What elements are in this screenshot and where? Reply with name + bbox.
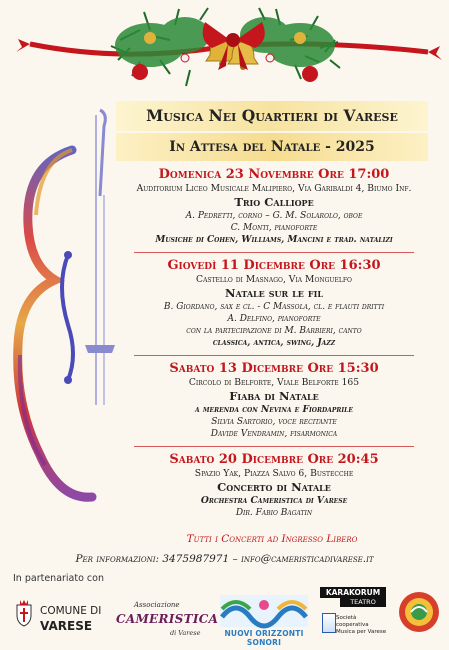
karakorum-teatro: TEATRO — [340, 598, 386, 607]
contact-info: Per informazioni: 3475987971 – info@cameristicadivarese.it — [75, 553, 374, 565]
comune-line1: COMUNE DI — [40, 605, 102, 617]
free-entry-note: Tutti i Concerti ad Ingresso Libero — [186, 533, 358, 545]
event-title: Concerto di Natale — [217, 480, 331, 494]
karakorum-logo — [320, 587, 386, 647]
cameristica-logo — [112, 597, 219, 642]
poster-title: Musica Nei Quartieri di Varese — [116, 101, 428, 131]
comune-line2: VARESE — [40, 619, 93, 633]
event-subtitle: Orchestra Cameristica di Varese — [200, 495, 348, 506]
event-date: Sabato 13 Dicembre Ore 15:30 — [169, 361, 379, 376]
event-venue: Circolo di Belforte, Viale Belforte 165 — [188, 377, 360, 388]
event-item — [116, 360, 432, 440]
event-performers: C. Monti, pianoforte — [230, 223, 318, 233]
poster-subtitle: In Attesa del Natale - 2025 — [116, 133, 428, 161]
cameristica-bottom: di Varese — [170, 629, 201, 637]
event-performers: B. Giordano, sax e cl. - C Massola, cl. e flauti dritti — [163, 302, 385, 312]
event-performers: Silvia Sartorio, voce recitante — [211, 417, 337, 427]
event-divider — [134, 252, 414, 253]
cameristica-top: Associazione — [134, 601, 180, 609]
event-divider — [134, 446, 414, 447]
event-date: Domenica 23 Novembre Ore 17:00 — [158, 167, 390, 182]
event-item — [116, 451, 432, 519]
event-performers: A. Delfino, pianoforte — [227, 314, 321, 324]
event-subtitle: a merenda con Nevina e Fiordaprile — [195, 404, 353, 415]
event-program: classica, antica, swing, Jazz — [212, 338, 336, 348]
event-venue: Castello di Masnago, Via Monguelfo — [196, 274, 352, 285]
violin-illustration — [0, 105, 130, 515]
partnership-label: In partenariato con — [13, 573, 104, 584]
nuovi-text: NUOVI ORIZZONTI SONORI — [224, 629, 304, 647]
event-performers: con la partecipazione di M. Barbieri, canto — [186, 326, 362, 336]
event-title: Fiaba di Natale — [229, 389, 319, 403]
event-venue: Spazio Yak, Piazza Salvo 6, Bustecche — [194, 468, 354, 479]
event-title: Natale sur le fil — [225, 286, 323, 300]
event-list — [116, 166, 432, 525]
event-performers: Dir. Fabio Bagatin — [235, 508, 313, 518]
christmas-garland-decoration — [0, 0, 449, 100]
cooperative-badge-icon — [322, 613, 336, 633]
cameristica-name: CAMERISTICA — [116, 612, 219, 626]
event-date: Giovedì 11 Dicembre Ore 16:30 — [167, 258, 381, 273]
crest-icon — [16, 599, 32, 627]
event-item — [116, 166, 432, 246]
waves-icon — [218, 593, 310, 629]
event-performers: Davide Vendramin, fisarmonica — [210, 429, 338, 439]
event-item — [116, 257, 432, 349]
karakorum-coop: Società cooperativa Musica per Varese — [336, 615, 387, 635]
event-date: Sabato 20 Dicembre Ore 20:45 — [169, 452, 379, 467]
partner-logos — [0, 587, 449, 647]
event-divider — [134, 355, 414, 356]
nuovi-orizzonti-logo — [218, 593, 310, 647]
event-performers: A. Pedretti, corno – G. M. Solarolo, oboe — [185, 211, 363, 221]
event-venue: Auditorium Liceo Musicale Malipiero, Via Garibaldi 4, Biumo Inf. — [136, 183, 412, 194]
comune-varese-logo — [16, 595, 106, 637]
circular-seal-logo — [398, 591, 440, 633]
karakorum-name: KARAKORUM — [320, 587, 386, 598]
event-title: Trio Calliope — [234, 195, 314, 209]
event-program: Musiche di Cohen, Williams, Mancini e trad. natalizi — [155, 235, 393, 245]
